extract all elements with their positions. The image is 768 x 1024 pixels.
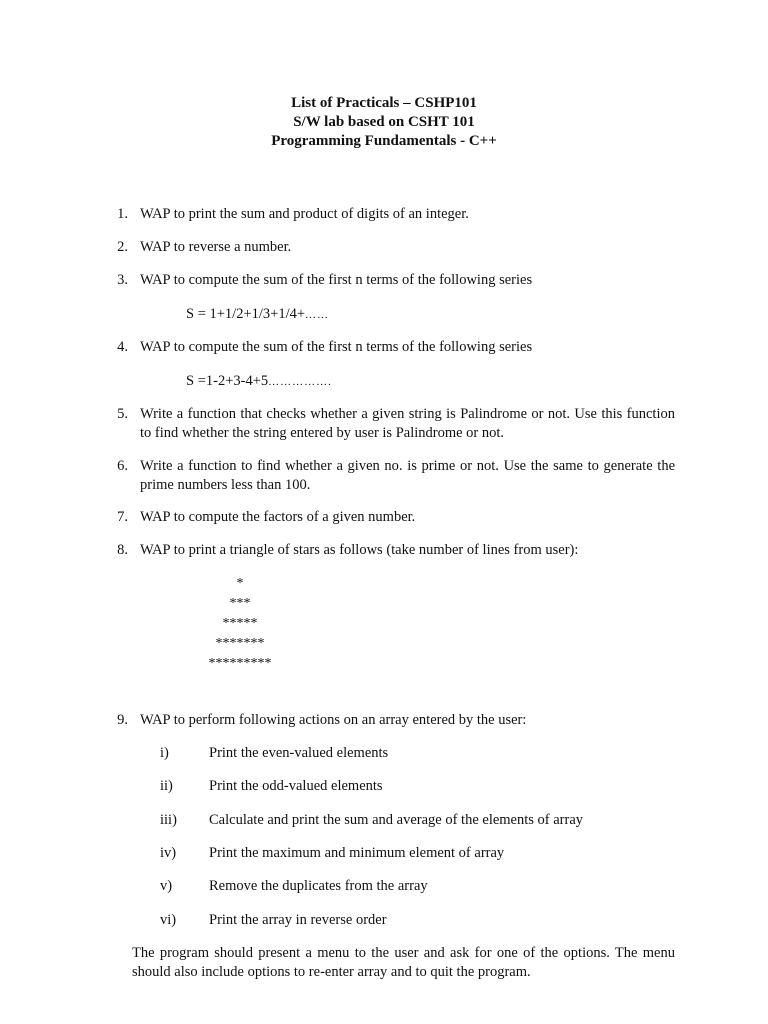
item-text: WAP to compute the sum of the first n terms of the following series xyxy=(140,272,533,288)
title-line-1: List of Practicals – CSHP101 xyxy=(291,95,477,111)
sub-item-text: Print the array in reverse order xyxy=(209,912,387,928)
item-number: 3. xyxy=(117,272,128,288)
item-text: WAP to perform following actions on an array entered by the user: xyxy=(140,712,527,728)
star-row: ********* xyxy=(208,656,272,671)
item-number: 9. xyxy=(117,712,128,728)
title-line-3: Programming Fundamentals - C++ xyxy=(271,133,497,149)
sub-item-text: Print the even-valued elements xyxy=(209,745,389,761)
series-ellipsis: …… xyxy=(305,309,330,321)
item-text: WAP to print the sum and product of digits of an integer. xyxy=(140,206,469,222)
menu-instructions: The program should present a menu to the user and ask for one of the options. The menu should also include options to re-enter array and to quit the program. xyxy=(132,945,675,980)
series-expression: S = 1+1/2+1/3+1/4+ xyxy=(186,306,306,322)
star-row: ******* xyxy=(215,636,265,651)
sub-item-number: iii) xyxy=(160,812,177,828)
series-ellipsis: ……………. xyxy=(268,376,332,388)
sub-item-text: Print the maximum and minimum element of array xyxy=(209,845,505,861)
item-text: WAP to reverse a number. xyxy=(140,239,292,255)
series-expression: S =1-2+3-4+5 xyxy=(186,373,269,389)
sub-item-number: iv) xyxy=(160,845,177,861)
series-formula-1 xyxy=(186,305,329,325)
sub-item-text: Remove the duplicates from the array xyxy=(209,878,428,894)
sub-item-text: Print the odd-valued elements xyxy=(209,778,383,794)
star-row: * xyxy=(236,576,244,591)
title-line-2: S/W lab based on CSHT 101 xyxy=(293,114,475,130)
sub-item-number: i) xyxy=(160,745,169,761)
item-text: WAP to compute the sum of the first n terms of the following series xyxy=(140,339,533,355)
item-number: 6. xyxy=(117,458,128,474)
star-row: ***** xyxy=(222,616,258,631)
document-title xyxy=(0,94,768,151)
item-number: 8. xyxy=(117,542,128,558)
sub-item-text: Calculate and print the sum and average of the elements of array xyxy=(209,812,584,828)
item-number: 7. xyxy=(117,509,128,525)
item-number: 4. xyxy=(117,339,128,355)
item-text: Write a function that checks whether a given string is Palindrome or not. Use this function to find whether the string entered by user is Palindrome or not. xyxy=(140,406,675,441)
item-number: 5. xyxy=(117,406,128,422)
sub-item-number: vi) xyxy=(160,912,177,928)
item-text: WAP to print a triangle of stars as follows (take number of lines from user): xyxy=(140,542,579,558)
series-formula-2 xyxy=(186,372,332,392)
item-number: 1. xyxy=(117,206,128,222)
sub-item-number: v) xyxy=(160,878,173,894)
item-text: Write a function to find whether a given no. is prime or not. Use the same to generate the prime numbers less than 100. xyxy=(140,458,675,493)
item-number: 2. xyxy=(117,239,128,255)
item-text: WAP to compute the factors of a given number. xyxy=(140,509,416,525)
sub-item-number: ii) xyxy=(160,778,173,794)
star-row: *** xyxy=(229,596,251,611)
